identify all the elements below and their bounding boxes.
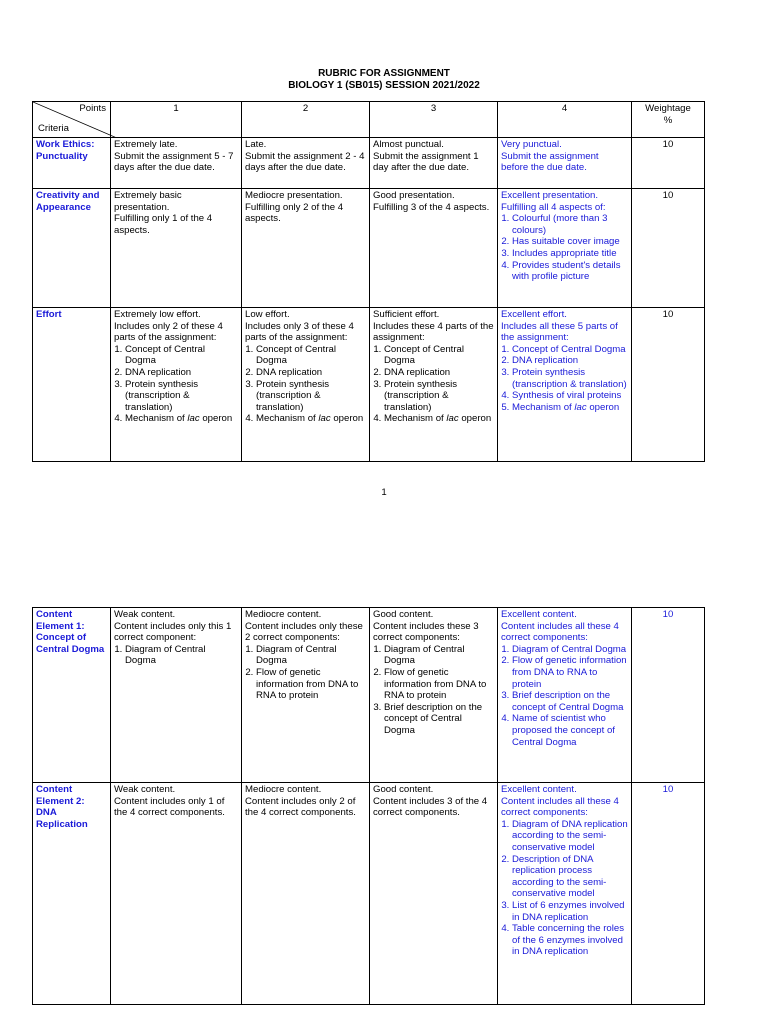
component-item: 4. Mechanism of lac operon xyxy=(384,413,494,425)
cell-text: Excellent effort. xyxy=(501,309,567,320)
component-item: 4. Name of scientist who proposed the concept of Central Dogma xyxy=(512,713,628,748)
component-item: 3. Brief description on the concept of Central Dogma xyxy=(512,690,628,713)
component-list xyxy=(245,644,366,702)
score-cell-3 xyxy=(370,783,498,1005)
score-header-3: 3 xyxy=(370,102,498,138)
score-cell-1 xyxy=(111,189,242,308)
cell-text: Submit the assignment 2 - 4 days after the due date. xyxy=(245,150,365,174)
component-item: 1. Concept of Central Dogma xyxy=(384,344,494,367)
cell-text: Content includes all these 4 correct components: xyxy=(501,620,619,644)
criteria-cell: Content Element 1: Concept of Central Dogma xyxy=(33,608,111,783)
points-criteria-header xyxy=(33,102,111,138)
component-item: 1. Concept of Central Dogma xyxy=(512,344,628,356)
component-list xyxy=(114,344,238,425)
cell-text: Content includes only 2 of the 4 correct components. xyxy=(245,795,356,819)
component-item: 2. Flow of genetic information from DNA to RNA to protein xyxy=(256,667,366,702)
italic-term: lac xyxy=(187,413,200,425)
component-item: 4. Provides student's details with profile picture xyxy=(512,260,628,283)
score-cell-1 xyxy=(111,138,242,189)
score-cell-1 xyxy=(111,308,242,462)
weightage-header xyxy=(632,102,705,138)
component-list xyxy=(501,819,628,958)
rubric-table-2 xyxy=(32,607,705,1005)
component-list xyxy=(373,644,494,737)
criteria-cell: Creativity and Appearance xyxy=(33,189,111,308)
cell-text: Fulfilling 3 of the 4 aspects. xyxy=(373,201,490,213)
component-item: 2. Has suitable cover image xyxy=(512,236,628,248)
header-row xyxy=(33,102,705,138)
rubric-row xyxy=(33,608,705,783)
cell-text: Content includes 3 of the 4 correct components. xyxy=(373,795,488,819)
cell-text: Good content. xyxy=(373,784,434,795)
cell-text: Content includes only these 2 correct components: xyxy=(245,620,363,644)
cell-text: Excellent presentation. xyxy=(501,190,599,201)
component-list xyxy=(501,213,628,283)
rubric-row xyxy=(33,138,705,189)
rubric-row xyxy=(33,189,705,308)
score-header-4: 4 xyxy=(498,102,632,138)
score-header-2: 2 xyxy=(242,102,370,138)
component-item: 3. Includes appropriate title xyxy=(512,248,628,260)
cell-text: Fulfilling only 2 of the 4 aspects. xyxy=(245,201,344,225)
component-item: 4. Mechanism of lac operon xyxy=(256,413,366,425)
component-item: 2. DNA replication xyxy=(125,367,238,379)
cell-text: Submit the assignment 1 day after the due date. xyxy=(373,150,479,174)
rubric-row xyxy=(33,308,705,462)
cell-text: Weak content. xyxy=(114,609,176,620)
cell-text: Sufficient effort. xyxy=(373,309,440,320)
weightage-cell: 10 xyxy=(632,608,705,783)
italic-term: lac xyxy=(318,413,331,425)
cell-text: Extremely low effort. xyxy=(114,309,201,320)
score-cell-2 xyxy=(242,189,370,308)
cell-text: Excellent content. xyxy=(501,609,577,620)
score-cell-3 xyxy=(370,189,498,308)
cell-text: Excellent content. xyxy=(501,784,577,795)
score-cell-4 xyxy=(498,189,632,308)
cell-text: Mediocre presentation. xyxy=(245,190,343,201)
score-cell-2 xyxy=(242,138,370,189)
cell-text: Weak content. xyxy=(114,784,176,795)
component-item: 4. Synthesis of viral proteins xyxy=(512,390,628,402)
cell-text: Content includes all these 4 correct components: xyxy=(501,795,619,819)
component-item: 2. Flow of genetic information from DNA to RNA to protein xyxy=(384,667,494,702)
rubric-table-1 xyxy=(32,101,705,462)
score-header-1: 1 xyxy=(111,102,242,138)
cell-text: Late. xyxy=(245,139,267,150)
cell-text: Content includes only this 1 correct component: xyxy=(114,620,232,644)
component-item: 5. Mechanism of lac operon xyxy=(512,402,628,414)
cell-text: Extremely basic presentation. xyxy=(114,190,182,213)
score-cell-4 xyxy=(498,138,632,189)
cell-text: Fulfilling only 1 of the 4 aspects. xyxy=(114,213,213,236)
score-cell-1 xyxy=(111,783,242,1005)
weightage-cell: 10 xyxy=(632,308,705,462)
component-list xyxy=(501,644,628,748)
cell-text: Content includes these 3 correct components: xyxy=(373,620,479,644)
component-item: 3. Brief description on the concept of Central Dogma xyxy=(384,702,494,737)
component-list xyxy=(114,644,238,667)
points-label: Points xyxy=(79,103,106,114)
component-item: 2. Description of DNA replication process according to the semi-conservative model xyxy=(512,854,628,900)
score-cell-4 xyxy=(498,608,632,783)
weightage-label: Weightage xyxy=(645,103,691,114)
cell-text: Mediocre content. xyxy=(245,609,322,620)
score-cell-4 xyxy=(498,783,632,1005)
score-cell-2 xyxy=(242,783,370,1005)
score-cell-4 xyxy=(498,308,632,462)
cell-text: Mediocre content. xyxy=(245,784,322,795)
weightage-cell: 10 xyxy=(632,783,705,1005)
component-item: 2. DNA replication xyxy=(512,355,628,367)
component-item: 1. Diagram of Central Dogma xyxy=(384,644,494,667)
score-cell-2 xyxy=(242,608,370,783)
criteria-cell: Effort xyxy=(33,308,111,462)
weightage-unit: % xyxy=(663,114,673,126)
component-item: 1. Diagram of Central Dogma xyxy=(256,644,366,667)
italic-term: lac xyxy=(574,401,587,413)
component-item: 2. DNA replication xyxy=(384,367,494,379)
component-list xyxy=(245,344,366,425)
criteria-cell: Work Ethics: Punctuality xyxy=(33,138,111,189)
criteria-cell: Content Element 2: DNA Replication xyxy=(33,783,111,1005)
cell-text: Includes only 2 of these 4 parts of the assignment: xyxy=(114,320,223,344)
component-item: 3. Protein synthesis (transcription & translation) xyxy=(256,379,366,414)
score-cell-3 xyxy=(370,308,498,462)
component-item: 2. DNA replication xyxy=(256,367,366,379)
score-cell-3 xyxy=(370,138,498,189)
score-cell-2 xyxy=(242,308,370,462)
cell-text: Extremely late. xyxy=(114,139,178,150)
cell-text: Good presentation. xyxy=(373,190,455,201)
cell-text: Fulfilling all 4 aspects of: xyxy=(501,201,606,213)
cell-text: Low effort. xyxy=(245,309,290,320)
component-item: 4. Table concerning the roles of the 6 enzymes involved in DNA replication xyxy=(512,923,628,958)
component-item: 1. Concept of Central Dogma xyxy=(125,344,238,367)
document-subtitle: BIOLOGY 1 (SB015) SESSION 2021/2022 xyxy=(288,80,480,91)
component-item: 3. Protein synthesis (transcription & translation) xyxy=(125,379,238,414)
component-item: 4. Mechanism of lac operon xyxy=(125,413,238,425)
component-item: 1. Diagram of Central Dogma xyxy=(512,644,628,656)
score-cell-3 xyxy=(370,608,498,783)
component-list xyxy=(373,344,494,425)
component-list xyxy=(501,344,628,414)
italic-term: lac xyxy=(446,413,459,425)
component-item: 2. Flow of genetic information from DNA to RNA to protein xyxy=(512,655,628,690)
score-cell-1 xyxy=(111,608,242,783)
cell-text: Very punctual. xyxy=(501,139,562,150)
cell-text: Submit the assignment 5 - 7 days after the due date. xyxy=(114,150,234,174)
cell-text: Almost punctual. xyxy=(373,139,444,150)
cell-text: Includes only 3 of these 4 parts of the assignment: xyxy=(245,320,354,344)
page-number: 1 xyxy=(381,487,387,498)
component-item: 3. List of 6 enzymes involved in DNA replication xyxy=(512,900,628,923)
document-title: RUBRIC FOR ASSIGNMENT xyxy=(318,68,450,79)
cell-text: Includes all these 5 parts of the assignment: xyxy=(501,320,618,344)
cell-text: Content includes only 1 of the 4 correct components. xyxy=(114,795,225,819)
component-item: 1. Colourful (more than 3 colours) xyxy=(512,213,628,236)
component-item: 3. Protein synthesis (transcription & translation) xyxy=(384,379,494,414)
cell-text: Includes these 4 parts of the assignment: xyxy=(373,320,494,344)
weightage-cell: 10 xyxy=(632,189,705,308)
component-item: 1. Concept of Central Dogma xyxy=(256,344,366,367)
component-item: 3. Protein synthesis (transcription & translation) xyxy=(512,367,628,390)
cell-text: Submit the assignment before the due date. xyxy=(501,150,599,174)
criteria-label: Criteria xyxy=(38,123,69,135)
weightage-cell: 10 xyxy=(632,138,705,189)
component-item: 1. Diagram of Central Dogma xyxy=(125,644,238,667)
component-item: 1. Diagram of DNA replication according to the semi-conservative model xyxy=(512,819,628,854)
rubric-row xyxy=(33,783,705,1005)
cell-text: Good content. xyxy=(373,609,434,620)
